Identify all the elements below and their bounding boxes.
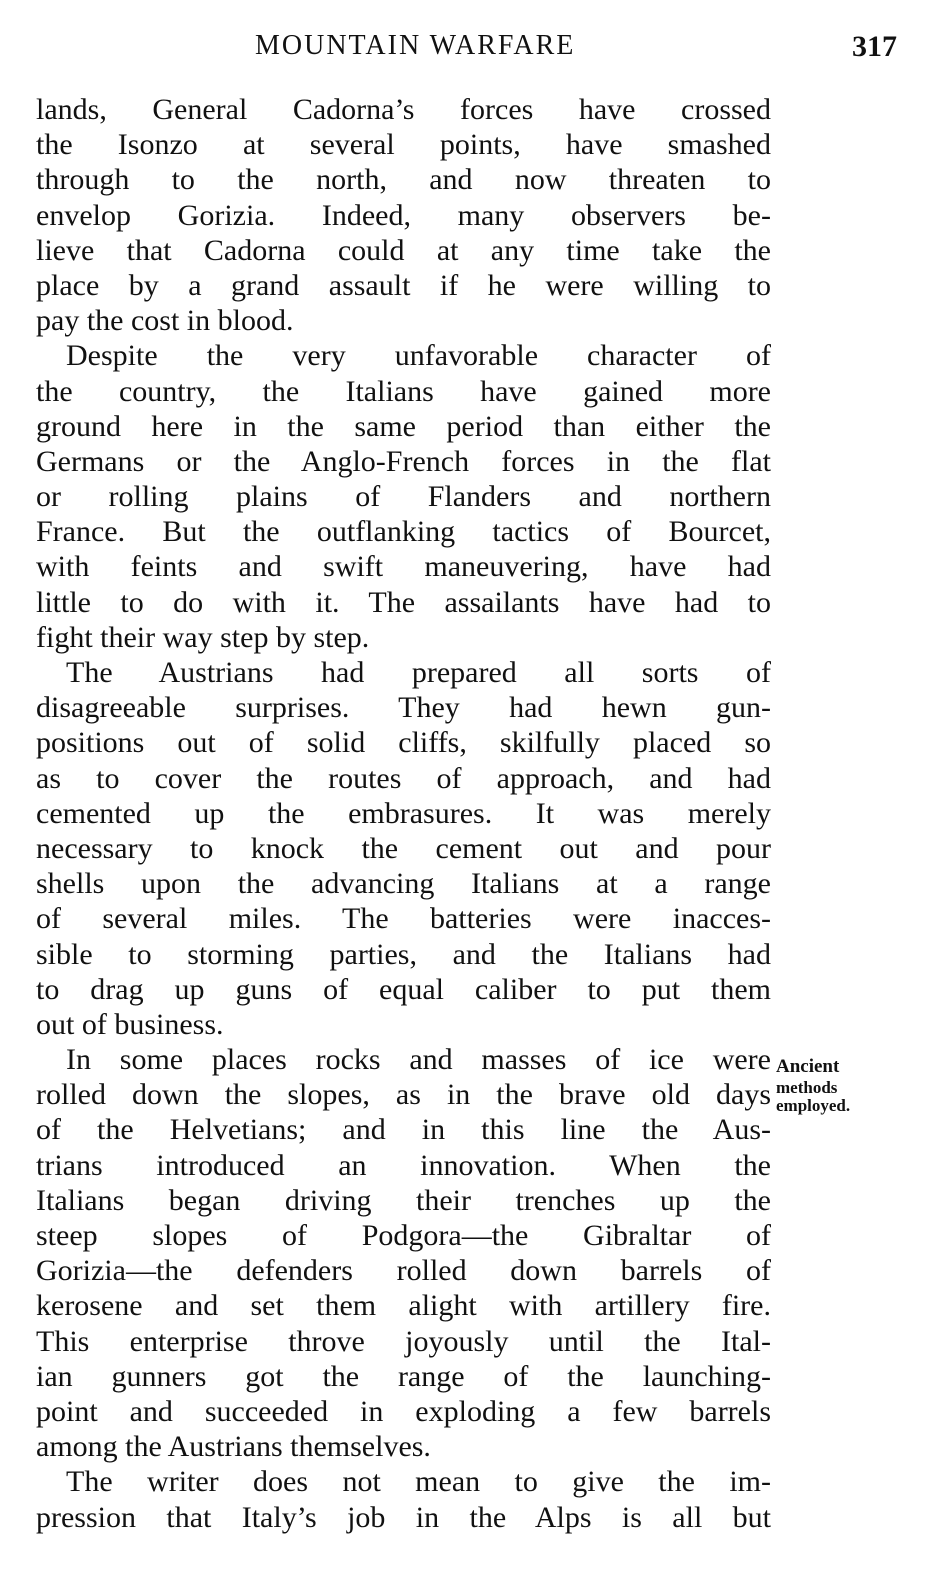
text-line: with feints and swift maneuvering, have had bbox=[36, 550, 771, 584]
paragraph-4 bbox=[36, 1042, 771, 1464]
margin-note-line: employed. bbox=[776, 1096, 851, 1115]
margin-note bbox=[776, 1055, 936, 1115]
text-line: place by a grand assault if he were willing to bbox=[36, 268, 771, 302]
running-head bbox=[0, 30, 950, 70]
text-line: envelop Gorizia. Indeed, many observers be- bbox=[36, 198, 771, 232]
page-number: 317 bbox=[852, 30, 897, 63]
text-line: of the Helvetians; and in this line the Aus- bbox=[36, 1113, 771, 1147]
text-line: among the Austrians themselves. bbox=[36, 1430, 431, 1464]
text-line: Despite the very unfavorable character of bbox=[66, 339, 771, 373]
text-line: ground here in the same period than either the bbox=[36, 409, 771, 443]
text-line: Germans or the Anglo-French forces in the flat bbox=[36, 444, 771, 478]
text-line: pression that Italy’s job in the Alps is all but bbox=[36, 1500, 771, 1534]
text-line: The writer does not mean to give the im- bbox=[66, 1465, 771, 1499]
text-line: positions out of solid cliffs, skilfully placed so bbox=[36, 726, 771, 760]
paragraph-1 bbox=[36, 92, 771, 338]
text-line: Gorizia—the defenders rolled down barrels of bbox=[36, 1254, 771, 1288]
text-line: or rolling plains of Flanders and northern bbox=[36, 480, 771, 514]
text-line: lands, General Cadorna’s forces have crossed bbox=[36, 93, 771, 126]
text-line: the country, the Italians have gained more bbox=[36, 374, 771, 408]
text-line: This enterprise throve joyously until the Ital- bbox=[36, 1324, 771, 1358]
text-line: The Austrians had prepared all sorts of bbox=[66, 656, 771, 689]
text-line: fight their way step by step. bbox=[36, 620, 370, 654]
text-line: France. But the outflanking tactics of Bourcet, bbox=[36, 515, 771, 549]
margin-note-line: methods bbox=[776, 1078, 838, 1097]
text-line: sible to storming parties, and the Italians had bbox=[36, 937, 771, 971]
text-line: lieve that Cadorna could at any time take the bbox=[36, 233, 771, 267]
text-line: rolled down the slopes, as in the brave old days bbox=[36, 1078, 771, 1112]
text-line: pay the cost in blood. bbox=[36, 304, 294, 338]
text-line: as to cover the routes of approach, and had bbox=[36, 761, 771, 795]
text-line: trians introduced an innovation. When the bbox=[36, 1148, 771, 1182]
page-title: MOUNTAIN WARFARE bbox=[255, 30, 576, 61]
text-line: to drag up guns of equal caliber to put them bbox=[36, 972, 771, 1006]
text-line: kerosene and set them alight with artillery fire. bbox=[36, 1289, 771, 1323]
paragraph-3 bbox=[36, 655, 771, 1042]
text-line: In some places rocks and masses of ice were bbox=[66, 1043, 771, 1077]
text-line: little to do with it. The assailants have had to bbox=[36, 585, 771, 619]
text-line: necessary to knock the cement out and pour bbox=[36, 831, 771, 865]
text-line: through to the north, and now threaten to bbox=[36, 163, 771, 197]
text-line: steep slopes of Podgora—the Gibraltar of bbox=[36, 1219, 771, 1252]
body-text bbox=[36, 92, 771, 1535]
text-line: shells upon the advancing Italians at a range bbox=[36, 867, 771, 901]
text-line: cemented up the embrasures. It was merely bbox=[36, 796, 771, 830]
text-line: out of business. bbox=[36, 1007, 224, 1041]
text-line: Italians began driving their trenches up the bbox=[36, 1183, 771, 1217]
text-line: point and succeeded in exploding a few barrels bbox=[36, 1394, 771, 1428]
text-line: disagreeable surprises. They had hewn gun- bbox=[36, 691, 771, 725]
paragraph-5 bbox=[36, 1464, 771, 1534]
text-line: of several miles. The batteries were inacces- bbox=[36, 902, 771, 936]
margin-note-line: Ancient bbox=[776, 1056, 840, 1077]
paragraph-2 bbox=[36, 338, 771, 655]
text-line: ian gunners got the range of the launching- bbox=[36, 1359, 771, 1393]
text-line: the Isonzo at several points, have smashed bbox=[36, 128, 771, 162]
